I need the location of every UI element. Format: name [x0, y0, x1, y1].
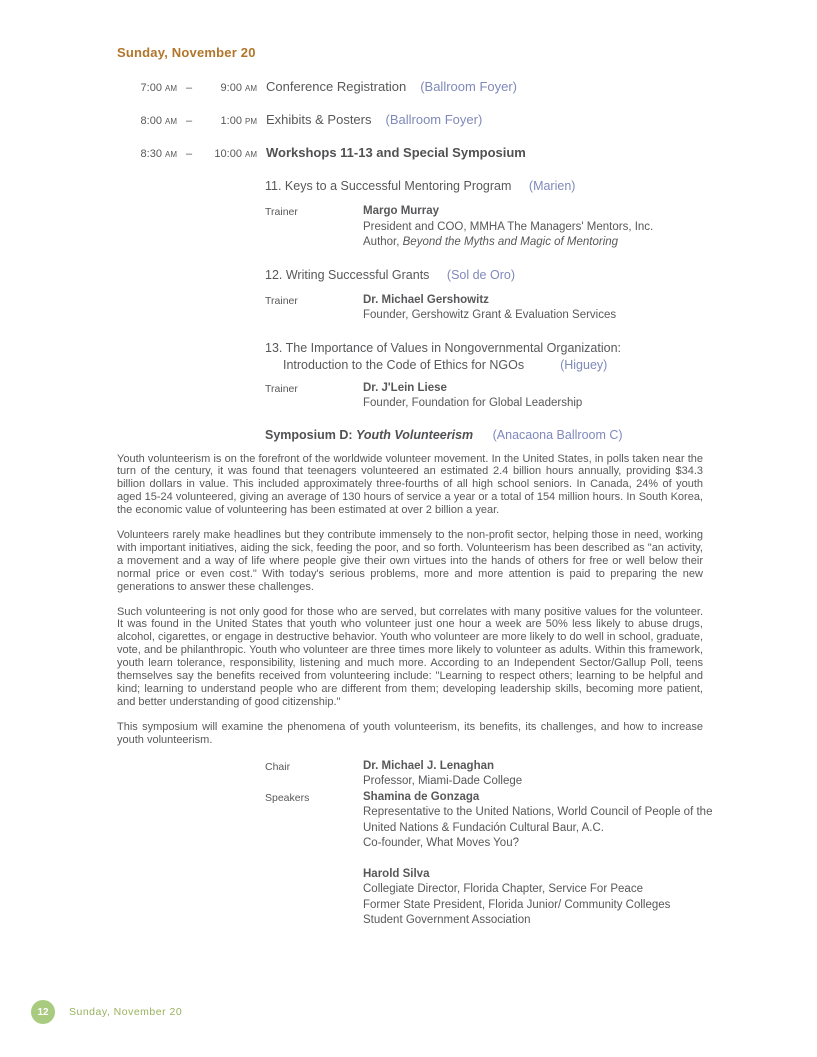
workshop-location: (Sol de Oro) [446, 267, 515, 282]
event-title: Conference Registration [266, 79, 407, 94]
chair-details [363, 759, 522, 790]
event-location: (Ballroom Foyer) [420, 79, 517, 94]
event-location: (Ballroom Foyer) [385, 112, 483, 127]
chair-entry [265, 759, 817, 790]
time-range: 8:30 am – 10:00 am [140, 148, 257, 160]
symposium-people [265, 759, 817, 929]
speaker-name: Shamina de Gonzaga [363, 790, 480, 803]
trainer-details [363, 204, 653, 251]
schedule-row [131, 145, 817, 160]
speaker-role: Representative to the United Nations, World Council of People of the [363, 806, 713, 819]
dash: – [185, 82, 193, 94]
time-range: 7:00 am – 9:00 am [140, 82, 257, 94]
workshop-13 [265, 340, 817, 412]
footer-day-label: Sunday, November 20 [69, 1006, 183, 1018]
symposium-title: Youth Volunteerism [356, 427, 474, 442]
paragraph: Youth volunteerism is on the forefront of the worldwide volunteer movement. In the United States, in polls taken near the turn of the century, it was found that teenagers volunteered an estimated 2.4 billion hours annually, providing $34.3 billion dollars in value. This included approximately three-fourths of all high school seniors. In Canada, 24% of youth aged 15-24 volunteered, giving an average of 130 hours of service a year or a total of 154 million hours. In South Korea, the economic value of volunteering has been estimated at over 2 billion a year. [117, 452, 703, 517]
speaker-role: Former State President, Florida Junior/ Community Colleges [363, 898, 671, 911]
trainer-details [363, 293, 616, 324]
dash: – [185, 115, 193, 127]
workshop-11 [265, 178, 817, 251]
workshop-title-row [265, 340, 817, 374]
chair-role: Professor, Miami-Dade College [363, 775, 523, 788]
event-title: Exhibits & Posters [266, 112, 372, 127]
speakers-details [363, 790, 712, 929]
speaker-role: Collegiate Director, Florida Chapter, Service For Peace [363, 883, 643, 896]
trainer-label: Trainer [265, 382, 298, 395]
event-title: Workshops 11-13 and Special Symposium [266, 145, 526, 160]
paragraph: This symposium will examine the phenomena of youth volunteerism, its benefits, its challenges, and how to increase youth volunteerism. [117, 720, 703, 746]
trainer-entry [265, 381, 817, 412]
speakers-label: Speakers [265, 791, 310, 804]
trainer-role: Founder, Foundation for Global Leadership [363, 397, 583, 409]
schedule [131, 79, 817, 160]
speaker-name: Harold Silva [363, 867, 430, 880]
dash: – [185, 148, 193, 160]
workshop-title: 12. Writing Successful Grants [265, 267, 430, 282]
trainer-entry [265, 204, 817, 251]
speaker-role: Co-founder, What Moves You? [363, 837, 519, 850]
symposium-location: (Anacaona Ballroom C) [492, 427, 623, 442]
speakers-entry [265, 790, 817, 929]
time-range: 8:00 am – 1:00 pm [140, 115, 257, 127]
chair-name: Dr. Michael J. Lenaghan [363, 759, 495, 772]
workshop-location: (Marien) [528, 179, 576, 193]
speaker [363, 867, 712, 929]
workshop-title-line2: Introduction to the Code of Ethics for NGOs [283, 357, 525, 372]
speaker [363, 790, 712, 852]
trainer-entry [265, 293, 817, 324]
schedule-row [131, 112, 817, 127]
trainer-name: Dr. Michael Gershowitz [363, 293, 489, 306]
symposium-description [117, 453, 703, 747]
trainer-details [363, 381, 582, 412]
symposium-heading [265, 428, 817, 442]
chair-label: Chair [265, 760, 291, 773]
workshop-title-line2-row [283, 357, 817, 374]
trainer-role: Founder, Gershowitz Grant & Evaluation Services [363, 309, 617, 321]
page-footer [31, 1000, 182, 1024]
page-number-badge: 12 [31, 1000, 55, 1024]
trainer-label: Trainer [265, 294, 298, 307]
workshop-title: 11. Keys to a Successful Mentoring Program [265, 179, 512, 193]
schedule-row [131, 79, 817, 94]
trainer-name: Dr. J'Lein Liese [363, 381, 447, 394]
paragraph: Volunteers rarely make headlines but they contribute immensely to the non-profit sector, helping those in need, working with important initiatives, aiding the sick, feeding the poor, and so forth. Volunteerism has been described as "an activity, a movement and a way of life where people give their own virtues into the hands of others for free or well below their normal price or even cost." With today's serious problems, more and more attention is paid to preparing the new generations to answer these challenges. [117, 529, 703, 593]
workshop-location: (Higuey) [560, 357, 608, 372]
workshop-title-row [265, 178, 817, 195]
speaker-role: Student Government Association [363, 914, 531, 927]
workshop-title-line1: 13. The Importance of Values in Nongovernmental Organization: [265, 340, 621, 355]
symposium-label: Symposium D: [265, 427, 353, 442]
paragraph: Such volunteering is not only good for those who are served, but correlates with many positive values for the volunteer. It was found in the United States that youth who volunteer just one hour a week are 50% less likely to abuse drugs, alcohol, cigarettes, or engage in destructive behavior. Youth who volunteer are more likely to do well in school, graduate, vote, and be philanthropic. Youth who volunteer are three times more likely to volunteer as adults. Within this framework, youth learn tolerance, responsibility, listening and much more. According to an Independent Sector/Gallup Poll, teens themselves say the benefits received from volunteering include: "Learning to respect others; learning to be helpful and kind; learning to understand people who are different from them; developing leadership skills, becoming more patient, and better understanding of good citizenship." [117, 605, 703, 708]
page-title: Sunday, November 20 [117, 45, 256, 60]
trainer-name: Margo Murray [363, 205, 440, 217]
speaker-role: United Nations & Fundación Cultural Baur, A.C. [363, 821, 604, 834]
workshop-title-row [265, 267, 817, 284]
trainer-role: President and COO, MMHA The Managers' Mentors, Inc. [363, 220, 654, 233]
book-title: Beyond the Myths and Magic of Mentoring [402, 236, 619, 248]
trainer-label: Trainer [265, 206, 298, 218]
workshop-12 [265, 267, 817, 324]
trainer-role: Author, Beyond the Myths and Magic of Mentoring [363, 236, 619, 248]
